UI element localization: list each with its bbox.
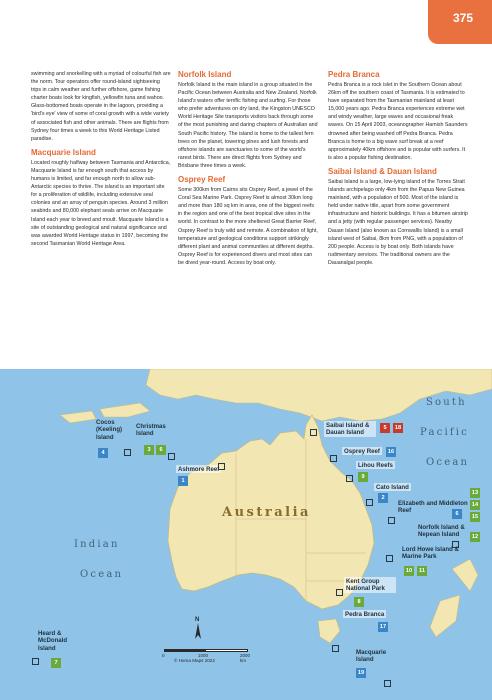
page-number: 375 [452, 11, 474, 25]
pedra-heading: Pedra Branca [328, 70, 380, 79]
badge-kent: 8 [354, 597, 364, 607]
marker-osprey [330, 455, 337, 462]
macquarie-heading: Macquarie Island [31, 147, 96, 157]
label-heard: Heard & McDonald Island [38, 630, 68, 652]
label-lordhowe: Lord Howe Island & Marine Park [402, 546, 459, 561]
marker-ashmore [218, 463, 225, 470]
badge-lordhowe-1: 10 [405, 568, 413, 574]
ocean-label-indian: Indian [74, 539, 120, 550]
pedra-paragraph: Pedra Branca is a rock islet in the Southern Ocean about 26km off the southern coast of Tasmania. It is estimated to have separated from the Tasmanian mainland at least 15,000 years ago. Pedra Branca experiences extreme wet and windy weather, large waves and occasional freak waves. On 15 April 2003, oceanographer Hamish Saunders drowned after being washed off Pedra Branca. Pedra Branca is home to a big wave surf break at a reef approximately 40km offshore and is popular with surfers. It is also a popular fishing destination. [328, 82, 468, 161]
norfolk-paragraph: Norfolk Island is the main island in a group situated in the Pacific Ocean between Australia and New Zealand. Norfolk Island's waters offer terrific fishing and surfing. For those who prefer adventures on dry land, the Kingston UNESCO World Heritage Site transports visitors back through some of the most punishing and daring chapters of Australian and South Pacific history. The island is home to the tallest fern trees on the planet, towering pines and lush forests and offshore islands are sanctuaries to some of the world's rarest birds. There are direct flights from Sydney and Brisbane three times a week. [178, 82, 318, 169]
land-new-guinea [146, 369, 492, 421]
intro-paragraph: swimming and snorkelling with a myriad of colourful fish are the norm. Tour operators offer round-island sightseeing trips in calm weather and further offshore, game fishing charter boats look for kingfish, yellowfin tuna and wahoo. Glass-bottomed boats operate in the lagoon, providing a 'bird's eye' view of some of coral growth with a wide variety of associated fish and other animals. There are flights from Sydney four times a week to this World Heritage Listed paradise. [31, 71, 171, 142]
marker-pedra [332, 645, 339, 652]
badge-13: 13 [471, 490, 479, 496]
marker-christmas [168, 453, 175, 460]
label-saibai: Saibai Island & Dauan Island [324, 421, 376, 437]
marker-saibai [310, 429, 317, 436]
column-right [328, 70, 468, 267]
north-arrow [193, 617, 203, 643]
australia-map [0, 369, 492, 700]
label-norfolk: Norfolk Island & Nepean Island [418, 524, 465, 539]
label-macquarie: Macquarie Island [356, 649, 387, 664]
label-cato: Cato Island [376, 483, 409, 491]
badge-saibai-2: 18 [394, 425, 402, 431]
badge-elizabeth: 6 [452, 509, 462, 519]
macquarie-paragraph: Located roughly halfway between Tasmania and Antarctica, Macquarie Island is far enough south that access by humans is limited, and far enough north to allow sub-Antarctic species to thrive. The island is an important site for a proliferation of wildlife, including extensive seal colonies and an array of penguin species. Around 3 million seabirds and 80,000 elephant seals arrive on Macquarie Island each year to breed and moult. Macquarie Island is a site of outstanding geological and natural significance and was awarded World Heritage status in 1997, becoming the second Tasmanian World Heritage Area. [31, 159, 171, 247]
badge-14: 14 [471, 502, 479, 508]
ocean-label-ocean-west: Ocean [80, 569, 124, 580]
badge-heard: 7 [51, 658, 61, 668]
marker-heard [32, 658, 39, 665]
badge-osprey: 16 [387, 449, 395, 455]
marker-lihou [346, 475, 353, 482]
badge-cocos: 4 [98, 448, 108, 458]
saibai-heading: Saibai Island & Dauan Island [328, 166, 437, 176]
badge-pedra: 17 [379, 624, 387, 630]
north-label: N [195, 617, 200, 623]
label-ashmore: Ashmore Reef [178, 465, 220, 473]
land-new-zealand [430, 559, 478, 637]
label-kent: Kent Group National Park [344, 577, 396, 593]
land-tasmania [318, 619, 340, 643]
badge-saibai-1: 5 [380, 423, 390, 433]
marker-lordhowe [386, 555, 393, 562]
ocean-label-ocean-east: Ocean [426, 457, 470, 468]
country-label-australia: Australia [222, 505, 311, 520]
badge-cato: 2 [378, 493, 388, 503]
badge-lordhowe-2: 11 [417, 566, 427, 576]
label-lihou: Lihou Reefs [358, 461, 393, 469]
ocean-label-south: South [426, 397, 467, 408]
marker-cato [366, 499, 373, 506]
marker-cocos [124, 449, 131, 456]
marker-elizabeth [388, 517, 395, 524]
column-middle [178, 70, 318, 267]
column-left [31, 70, 171, 248]
badge-12: 12 [471, 534, 479, 540]
scale-unit: km [240, 658, 246, 663]
ocean-label-pacific: Pacific [420, 427, 469, 438]
scale-tick-1000: 1000 [198, 653, 209, 658]
norfolk-heading: Norfolk Island [178, 70, 232, 79]
marker-kent [336, 589, 343, 596]
label-christmas: Christmas Island [136, 423, 166, 438]
osprey-heading: Osprey Reef [178, 175, 226, 185]
badge-macquarie: 19 [357, 670, 365, 676]
badge-christmas-1: 3 [144, 445, 154, 455]
scale-tick-2000: 2000 [240, 653, 251, 658]
label-pedra: Pedra Branca [345, 610, 385, 618]
label-osprey: Osprey Reef [344, 447, 380, 455]
page-number-tab [428, 0, 492, 44]
label-elizabeth: Elizabeth and Middleton Reef [398, 500, 468, 515]
badge-15: 15 [471, 514, 479, 520]
marker-macquarie [384, 680, 391, 687]
article-columns [0, 70, 492, 345]
map-credit: © Hema Maps 2022 [174, 658, 215, 663]
badge-lihou: 9 [358, 472, 368, 482]
saibai-paragraph: Saibai Island is a large, low-lying island of the Torres Strait Islands archipelago only 4km from the Papua New Guinea mainland, with a population of 500. Most of the island is held under native title, apart from some government infrastructure and historic buildings. It has a bitumen airstrip and a jetty (with regular passenger services). Nearby Dauan Island (also known as Cornwallis Island) is a small island west of Saibai, 8km from PNG, with a population of 200 people. Access is by boat only. Both islands have rudimentary services. The traditional owners are the Dauanalgal people. [328, 178, 468, 266]
osprey-paragraph: Some 300km from Cairns sits Osprey Reef, a jewel of the Coral Sea Marine Park. Osprey Reef is almost 30km long and more than 180 sq km in area, one of the biggest reefs in the region and one of the best tropical dive sites in the world. In contrast to the more sheltered Great Barrier Reef, Osprey Reef is truly wild and remote. A combination of light, temperature and geological conditions support strikingly different plant and animal communities at different depths. Osprey Reef is for experienced divers and most sites can be dived year-round. Access by boat only. [178, 187, 318, 266]
label-cocos: Cocos (Keeling) Island [96, 419, 123, 441]
badge-christmas-2: 6 [156, 445, 166, 455]
scale-bar-graphic [164, 649, 248, 652]
badge-ashmore: 1 [178, 476, 188, 486]
scale-tick-0: 0 [162, 653, 165, 658]
